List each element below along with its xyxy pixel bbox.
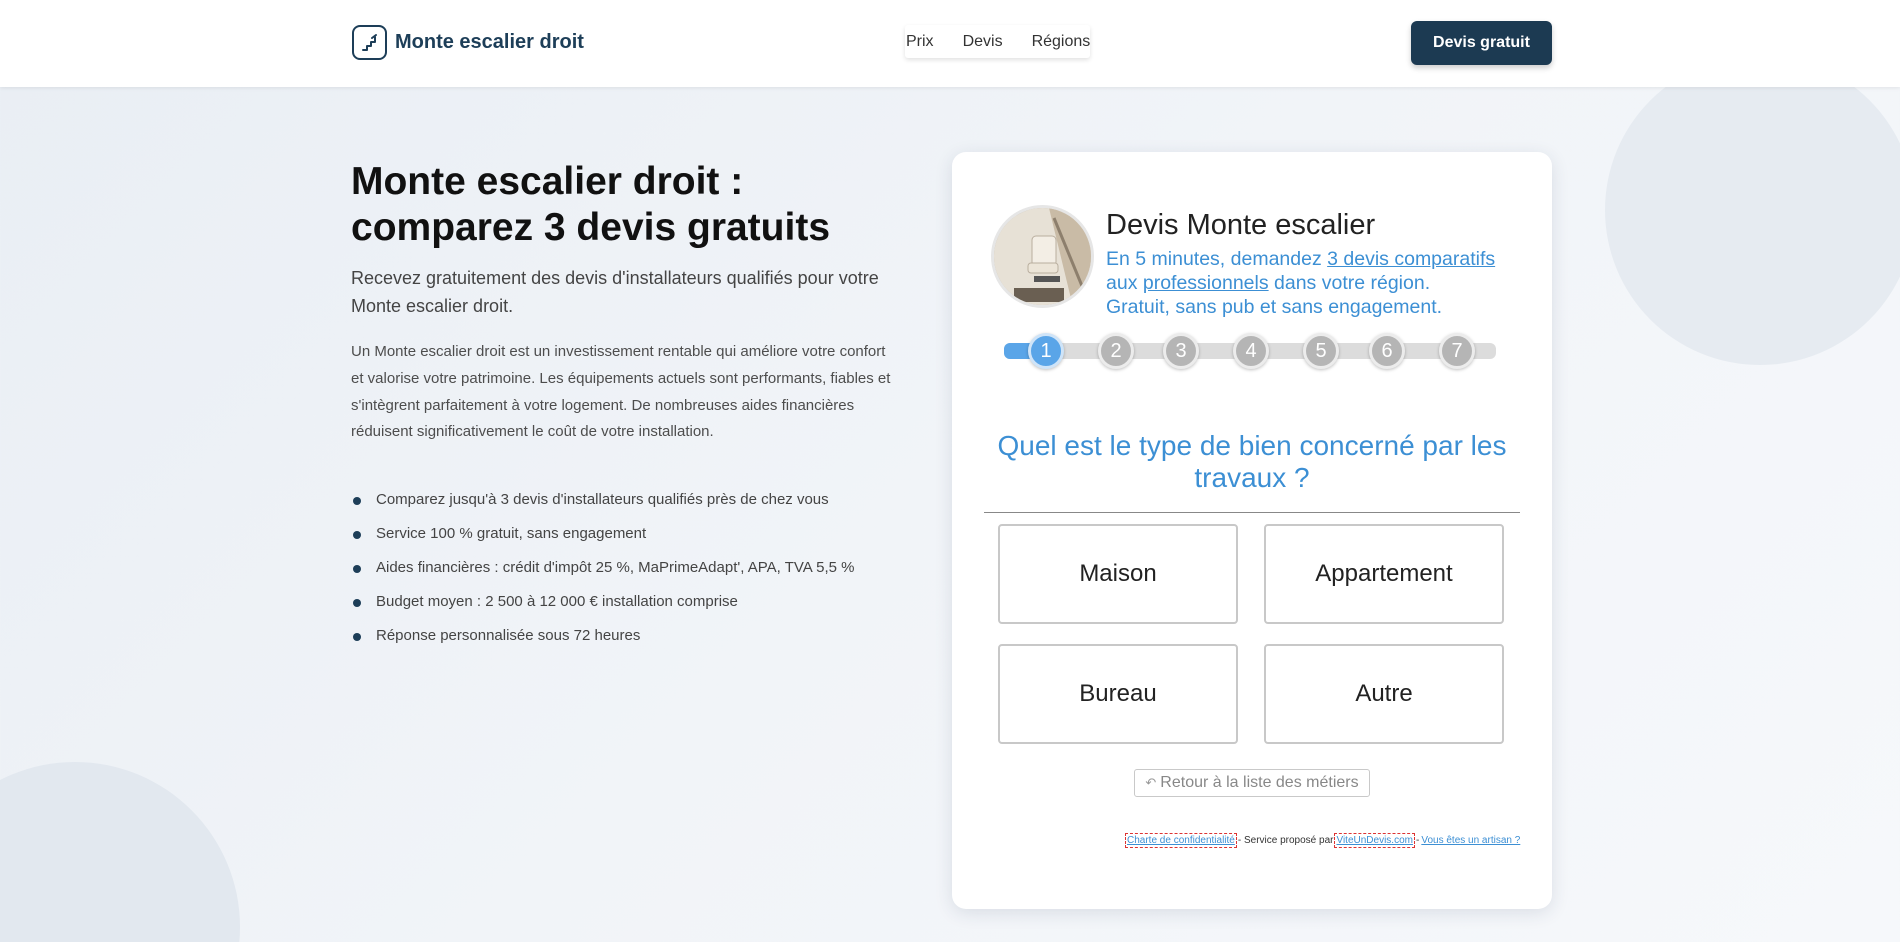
step-6: 6 — [1369, 333, 1405, 369]
hero-description: Un Monte escalier droit est un investissement rentable qui améliore votre confort et valorise votre patrimoine. Les équipements actuels sont performants, fiables et s'intègrent parfaitement à votre logement. De nombreuses aides financières réduisent significativement le coût de votre installation. — [351, 343, 891, 441]
back-to-trades-button[interactable] — [1134, 769, 1370, 797]
list-item-text: Comparez jusqu'à 3 devis d'installateurs qualifiés près de chez vous — [376, 491, 829, 508]
bullet-icon — [353, 599, 361, 607]
comparative-quotes-link[interactable]: 3 devis comparatifs — [1327, 248, 1496, 270]
step-5: 5 — [1303, 333, 1339, 369]
decorative-circle — [1605, 55, 1900, 365]
list-item — [351, 521, 911, 555]
option-appartement-button[interactable]: Appartement — [1264, 524, 1504, 624]
free-quote-button[interactable]: Devis gratuit — [1411, 21, 1552, 65]
quote-form-card — [952, 152, 1552, 909]
list-item — [351, 623, 911, 657]
step-1: 1 — [1028, 333, 1064, 369]
bullet-icon — [353, 497, 361, 505]
intro-text: aux — [1106, 272, 1143, 294]
nav-link-regions[interactable]: Régions — [1031, 32, 1091, 50]
list-item — [351, 555, 911, 589]
option-bureau-button[interactable]: Bureau — [998, 644, 1238, 744]
list-item — [351, 487, 911, 521]
stairs-icon — [352, 25, 387, 60]
nav-link-prix[interactable]: Prix — [906, 32, 934, 50]
logo-text: Monte escalier droit — [395, 31, 584, 53]
bullet-icon — [353, 633, 361, 641]
step-2: 2 — [1098, 333, 1134, 369]
site-header — [0, 0, 1900, 87]
bullet-icon — [353, 565, 361, 573]
provider-link[interactable]: ViteUnDevis.com — [1336, 835, 1413, 846]
option-autre-button[interactable]: Autre — [1264, 644, 1504, 744]
footer-text: - — [1415, 835, 1420, 846]
list-item-text: Budget moyen : 2 500 à 12 000 € installation comprise — [376, 593, 738, 610]
hero-subtitle: Recevez gratuitement des devis d'installateurs qualifiés pour votre Monte escalier droit. — [351, 268, 879, 316]
form-title: Devis Monte escalier — [1106, 209, 1376, 241]
benefits-list — [351, 487, 911, 657]
form-footer — [1126, 834, 1521, 847]
undo-arrow-icon: ↶ — [1145, 775, 1157, 790]
footer-text: - Service proposé par — [1237, 835, 1334, 846]
list-item-text: Service 100 % gratuit, sans engagement — [376, 525, 647, 542]
form-question: Quel est le type de bien concerné par les travaux ? — [997, 430, 1507, 493]
main-nav — [905, 25, 1090, 58]
nav-link-devis[interactable]: Devis — [962, 32, 1003, 50]
intro-text: dans votre région. — [1268, 272, 1431, 294]
professionals-link[interactable]: professionnels — [1142, 272, 1269, 294]
step-7: 7 — [1439, 333, 1475, 369]
step-4: 4 — [1233, 333, 1269, 369]
option-maison-button[interactable]: Maison — [998, 524, 1238, 624]
intro-text: En 5 minutes, demandez — [1106, 248, 1328, 270]
bullet-icon — [353, 531, 361, 539]
list-item-text: Aides financières : crédit d'impôt 25 %, MaPrimeAdapt', APA, TVA 5,5 % — [376, 559, 855, 576]
stairlift-image — [991, 205, 1094, 308]
privacy-policy-link[interactable]: Charte de confidentialité — [1127, 835, 1235, 846]
list-item-text: Réponse personnalisée sous 72 heures — [376, 627, 641, 644]
logo[interactable] — [352, 25, 584, 60]
back-button-label: Retour à la liste des métiers — [1160, 774, 1359, 791]
step-3: 3 — [1163, 333, 1199, 369]
form-intro — [1106, 247, 1526, 319]
divider — [984, 512, 1520, 513]
page-title: Monte escalier droit : comparez 3 devis gratuits — [351, 160, 831, 249]
decorative-circle — [0, 762, 240, 942]
intro-text: Gratuit, sans pub et sans engagement. — [1106, 296, 1443, 318]
list-item — [351, 589, 911, 623]
artisan-link[interactable]: Vous êtes un artisan ? — [1421, 835, 1521, 846]
